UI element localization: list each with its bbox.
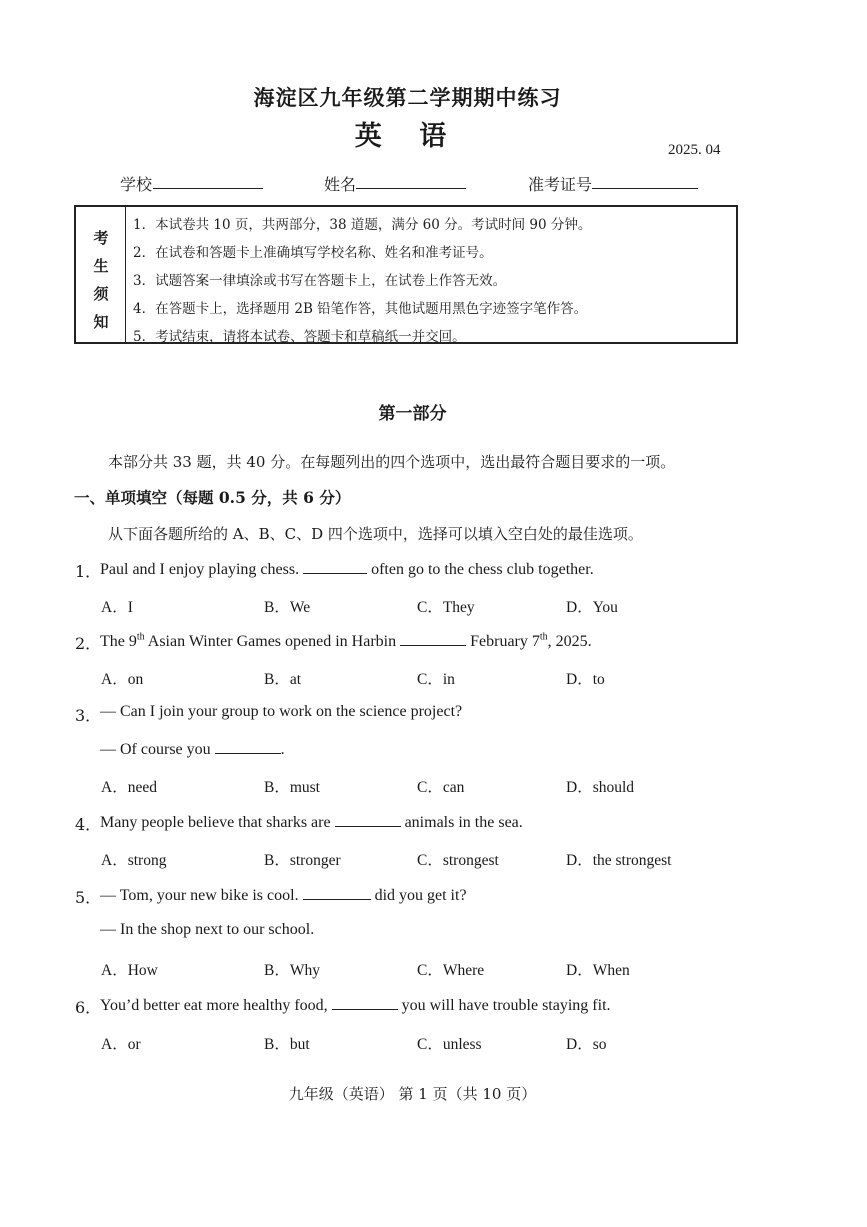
option-d[interactable]: D．should [566, 779, 635, 796]
notice-label-char: 考 [93, 229, 109, 247]
question-stem: — Can I join your group to work on the science project? [100, 703, 463, 720]
notice-item: 2．在试卷和答题卡上准确填写学校名称、姓名和准考证号。 [133, 245, 493, 261]
stem-text: Many people believe that sharks are [100, 814, 335, 831]
option-c[interactable]: C．Where [417, 962, 485, 979]
section-title: 第一部分 [378, 404, 447, 424]
option-d[interactable]: D．You [566, 599, 618, 616]
section-intro: 本部分共 33 题，共 40 分。在每题列出的四个选项中，选出最符合题目要求的一项。 [108, 453, 676, 471]
notice-label-char: 须 [93, 285, 109, 303]
notice-item: 1．本试卷共 10 页，共两部分，38 道题，满分 60 分。考试时间 90 分钟。 [133, 217, 592, 233]
option-a[interactable]: A．need [101, 779, 157, 796]
option-d[interactable]: D．the strongest [566, 852, 672, 869]
option-c[interactable]: C．strongest [417, 852, 499, 869]
option-d[interactable]: D．When [566, 962, 630, 979]
notice-box [74, 205, 738, 344]
answer-blank [332, 995, 398, 1010]
answer-blank [335, 812, 401, 827]
notice-label-char: 知 [93, 313, 109, 331]
option-b[interactable]: B．We [264, 599, 311, 616]
stem-text: did you get it? [370, 887, 467, 904]
question-number: 2． [75, 634, 102, 653]
question-stem [100, 995, 611, 1015]
option-b[interactable]: B．at [264, 671, 302, 688]
stem-text: you will have trouble staying fit. [397, 997, 611, 1014]
option-b[interactable]: B．Why [264, 962, 320, 979]
question-stem [100, 812, 523, 832]
option-d[interactable]: D．to [566, 671, 605, 688]
part-title: 一、单项填空（每题 0.5 分，共 6 分） [74, 488, 351, 507]
school-label: 学校 [120, 175, 153, 194]
answer-blank [303, 885, 371, 900]
notice-item: 4．在答题卡上，选择题用 2B 铅笔作答，其他试题用黑色字迹签字笔作答。 [133, 301, 588, 317]
part-instruction: 从下面各题所给的 A、B、C、D 四个选项中，选择可以填入空白处的最佳选项。 [108, 525, 643, 543]
option-a[interactable]: A．I [101, 599, 133, 616]
stem-text: — Tom, your new bike is cool. [100, 887, 303, 904]
ordinal-suffix: th [136, 631, 145, 643]
notice-item: 5．考试结束，请将本试卷、答题卡和草稿纸一并交回。 [133, 329, 466, 345]
stem-text: You’d better eat more healthy food, [100, 997, 332, 1014]
stem-text: February 7 [466, 633, 540, 650]
question-number: 5． [75, 888, 102, 907]
question-number: 1． [75, 562, 102, 581]
name-field[interactable] [356, 188, 466, 189]
stem-text: Asian Winter Games opened in Harbin [144, 633, 401, 650]
ordinal-suffix: th [539, 631, 548, 643]
question-stem [100, 559, 594, 579]
option-c[interactable]: C．unless [417, 1036, 482, 1053]
question-number: 3． [75, 706, 102, 725]
question-number: 4． [75, 815, 102, 834]
option-a[interactable]: A．strong [101, 852, 167, 869]
option-c[interactable]: C．can [417, 779, 465, 796]
notice-label [76, 207, 126, 342]
exam-title: 海淀区九年级第二学期期中练习 [253, 85, 562, 110]
option-b[interactable]: B．stronger [264, 852, 341, 869]
stem-text: Paul and I enjoy playing chess. [100, 561, 304, 578]
notice-label-char: 生 [93, 257, 109, 275]
name-label: 姓名 [324, 175, 357, 194]
exam-date: 2025. 04 [668, 142, 721, 158]
question-stem [100, 631, 592, 651]
answer-blank [215, 739, 281, 754]
exam-id-label: 准考证号 [528, 175, 593, 194]
subject-title: 英 语 [354, 121, 461, 152]
question-response: — In the shop next to our school. [100, 921, 315, 938]
option-a[interactable]: A．on [101, 671, 144, 688]
option-d[interactable]: D．so [566, 1036, 607, 1053]
stem-text: — Of course you [100, 741, 215, 758]
stem-text: often go to the chess club together. [367, 561, 594, 578]
option-a[interactable]: A．How [101, 962, 158, 979]
question-stem [100, 885, 467, 905]
stem-text: animals in the sea. [400, 814, 523, 831]
option-c[interactable]: C．They [417, 599, 475, 616]
answer-blank [303, 559, 367, 574]
question-response [100, 739, 285, 759]
option-a[interactable]: A．or [101, 1036, 141, 1053]
exam-id-field[interactable] [592, 188, 698, 189]
notice-item: 3．试题答案一律填涂或书写在答题卡上，在试卷上作答无效。 [133, 273, 507, 289]
page-footer: 九年级（英语） 第 1 页（共 10 页） [288, 1085, 537, 1103]
stem-text: , 2025. [547, 633, 592, 650]
stem-text: . [280, 741, 285, 758]
answer-blank [400, 631, 466, 646]
option-c[interactable]: C．in [417, 671, 455, 688]
option-b[interactable]: B．must [264, 779, 320, 796]
stem-text: The 9 [100, 633, 137, 650]
question-number: 6． [75, 998, 102, 1017]
school-field[interactable] [153, 188, 263, 189]
option-b[interactable]: B．but [264, 1036, 310, 1053]
